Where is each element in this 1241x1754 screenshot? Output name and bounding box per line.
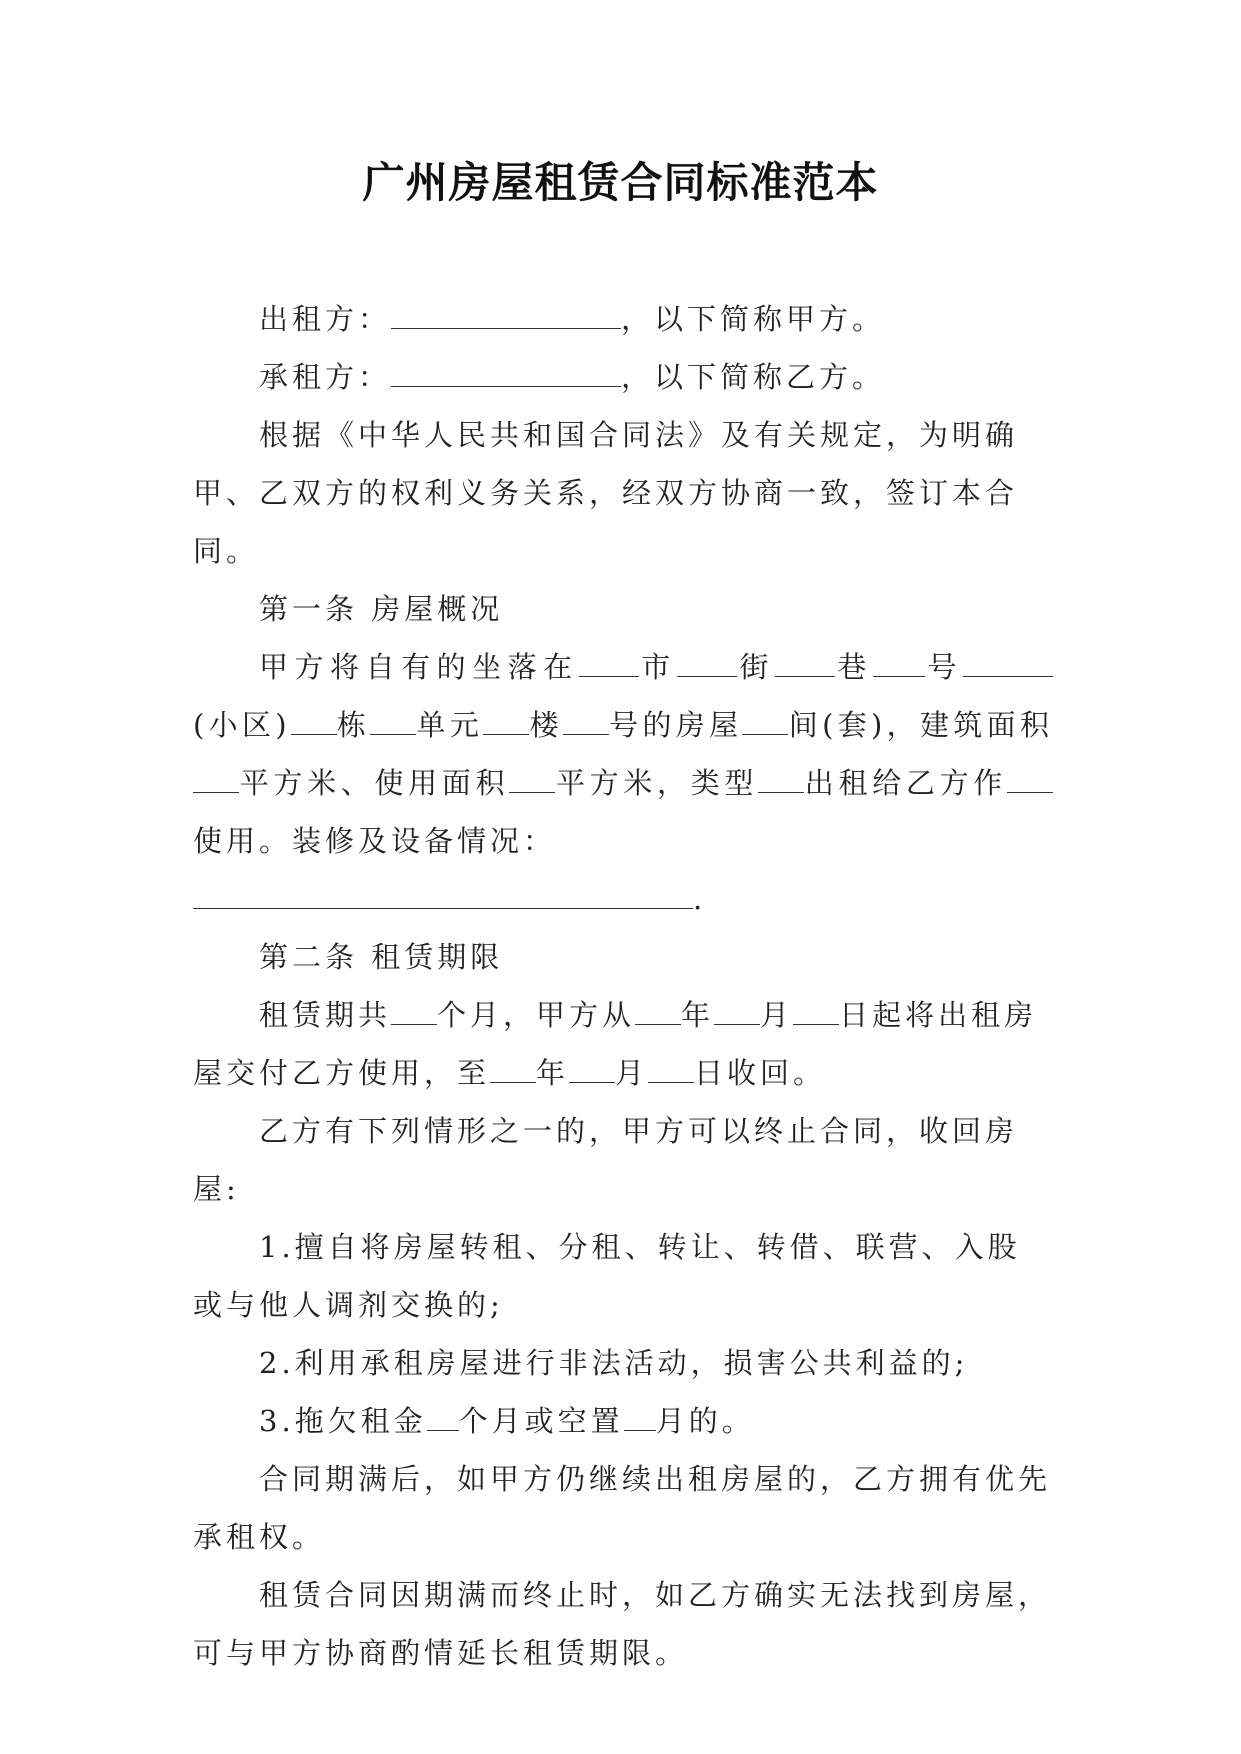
art2-text: 月 [615,1056,649,1090]
termination-intro: 乙方有下列情形之一的，甲方可以终止合同，收回房屋: [193,1114,1019,1206]
art1-text: 号的房屋 [608,708,743,742]
art1-text: 平方米，类型 [555,766,759,800]
art1-text: (小区) [193,708,291,742]
lane-blank[interactable] [775,644,835,677]
art1-text: 栋 [336,708,371,742]
room-number-blank[interactable] [563,702,609,735]
article-2-heading: 第二条 租赁期限 [259,940,504,974]
intro-paragraph: 根据《中华人民共和国合同法》及有关规定，为明确甲、乙双方的权利义务关系，经双方协商一致，签订本合同。 [193,418,1019,568]
building-area-blank[interactable] [193,760,239,793]
lessee-suffix: ，以下简称乙方。 [621,360,886,394]
lessor-label: 出租方： [259,302,392,336]
art1-text: 平方米、使用面积 [239,766,510,800]
usage-blank[interactable] [1007,760,1053,793]
item3-text: 个月或空置 [458,1404,624,1438]
months-blank[interactable] [391,992,437,1025]
item3-text: 3.拖欠租金 [259,1404,427,1438]
art1-text: 街 [736,650,775,684]
article-1-paragraph [193,638,1053,928]
end-year-blank[interactable] [490,1050,536,1083]
art2-text: 年 [681,998,715,1032]
art2-text: 日收回。 [694,1056,827,1090]
equipment-blank[interactable] [193,876,693,909]
building-blank[interactable] [291,702,337,735]
art1-text: 巷 [834,650,873,684]
art1-text: 出租给 [804,766,906,800]
art1-text: 单元 [416,708,484,742]
extension-paragraph: 租赁合同因期满而终止时，如乙方确实无法找到房屋，可与甲方协商酌情延长租赁期限。 [193,1578,1052,1670]
lessee-line [193,348,1053,406]
start-year-blank[interactable] [635,992,681,1025]
art1-text: 甲方将自有的坐落在 [259,650,579,684]
number-blank[interactable] [873,644,925,677]
lessor-line [193,290,1053,348]
article-2-paragraph [193,986,1053,1102]
floor-blank[interactable] [483,702,529,735]
city-blank[interactable] [579,644,639,677]
type-blank[interactable] [758,760,804,793]
art2-text: 个月，甲方从 [437,998,636,1032]
art1-text: 乙方作 [905,766,1007,800]
unit-blank[interactable] [370,702,416,735]
lessee-label: 承租方： [259,360,392,394]
street-blank[interactable] [677,644,737,677]
article-1-heading: 第一条 房屋概况 [259,592,504,626]
art1-text: 号 [924,650,963,684]
art1-text: 间(套)， [788,708,920,742]
priority-paragraph: 合同期满后，如甲方仍继续出租房屋的，乙方拥有优先承租权。 [193,1462,1052,1554]
lessor-blank[interactable] [391,296,621,329]
start-day-blank[interactable] [793,992,839,1025]
termination-item-1: 1.擅自将房屋转租、分租、转让、转借、联营、入股或与他人调剂交换的; [193,1230,1021,1322]
art2-text: 月 [760,998,794,1032]
art1-text: 楼 [529,708,563,742]
lessee-blank[interactable] [391,354,621,387]
lessor-suffix: ，以下简称甲方。 [621,302,886,336]
usable-area-blank[interactable] [509,760,555,793]
termination-item-3 [193,1392,1053,1450]
art1-text: 建筑面积 [919,708,1053,742]
document-title: 广州房屋租赁合同标准范本 [362,158,879,207]
end-month-blank[interactable] [569,1050,615,1083]
community-blank[interactable] [963,644,1053,677]
arrears-months-blank[interactable] [427,1398,459,1431]
art1-text: 使用。装修及设备情况： [193,824,557,858]
item3-text: 月的。 [655,1404,755,1438]
termination-item-2: 2.利用承租房屋进行非法活动，损害公共利益的; [259,1346,969,1380]
art2-text: 年 [536,1056,570,1090]
rooms-blank[interactable] [742,702,788,735]
end-day-blank[interactable] [648,1050,694,1083]
art1-text: 市 [638,650,677,684]
contract-body [193,290,1053,1682]
art2-text: 日起将出租房屋交付乙方使用，至 [193,998,1038,1090]
art1-text: . [693,882,707,916]
vacant-months-blank[interactable] [624,1398,656,1431]
art2-text: 租赁期共 [259,998,392,1032]
start-month-blank[interactable] [714,992,760,1025]
